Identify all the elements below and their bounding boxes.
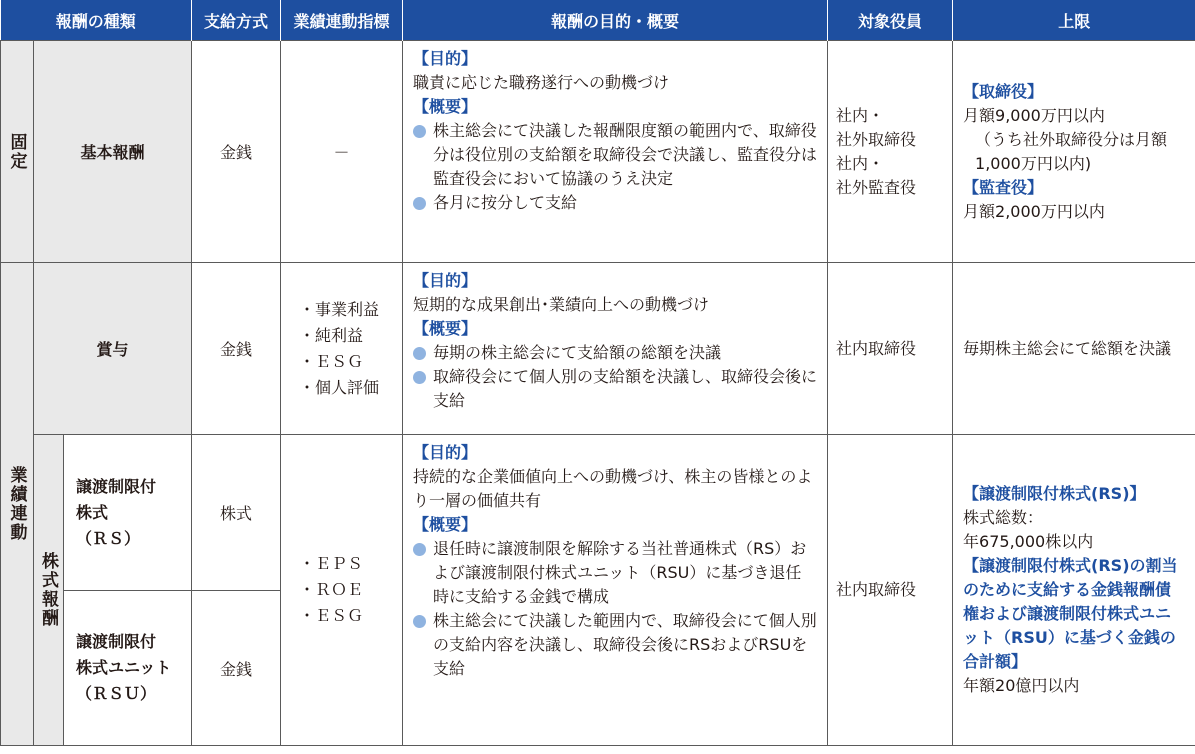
purpose-label: 【目的】 [413,49,478,68]
base-description [403,41,828,263]
base-limit [953,41,1195,263]
header-row [1,0,1195,41]
row-bonus [1,263,1195,435]
base-overview-item: 株主総会にて決議した報酬限度額の範囲内で、取締役分は役位別の支給額を取締役会で決議し、監査役分は監査役会において協議のうえ決定 [413,119,817,191]
rs-name-line: （ＲＳ） [76,528,141,548]
bonus-method: 金銭 [192,263,281,435]
target-line: 社外監査役 [836,177,917,197]
overview-label: 【概要】 [413,97,478,116]
limit-director-label: 【取締役】 [963,81,1044,101]
rsu-name-line: 譲渡制限付 [76,632,157,651]
rsu-name-line: （ＲＳＵ） [76,684,157,703]
indicator-item: ・ ＥＰＳ [299,551,402,577]
indicator-item: ・ ＲＯＥ [299,577,402,603]
overview-label: 【概要】 [413,515,478,534]
target-line: 社内・ [836,105,885,125]
rs-name-line: 株式 [76,502,109,522]
base-method: 金銭 [192,41,281,263]
bonus-overview-item: 毎期の株主総会にて支給額の総額を決議 [413,341,817,365]
limit-auditor-value: 月額2,000万円以内 [963,201,1105,221]
limit-rs-value-label: 株式総数： [963,508,1044,527]
indicator-item: ・ 純利益 [299,323,402,349]
stock-purpose: 持続的な企業価値向上への動機づけ、株主の皆様とのより一層の価値共有 [413,467,813,510]
group-fixed: 固定 [1,41,34,263]
bonus-purpose: 短期的な成果創出･業績向上への動機づけ [413,295,710,314]
row-base [1,41,1195,263]
limit-rs-value: 年675,000株以内 [963,532,1094,551]
stock-indicators [281,435,403,746]
rs-name-line: 譲渡制限付 [76,476,157,496]
bonus-overview-item: 取締役会にて個人別の支給額を決議し、取締役会後に支給 [413,365,817,413]
limit-director-value: 月額9,000万円以内 [963,105,1105,125]
limit-combined-value: 年額20億円以内 [963,676,1080,695]
bonus-target: 社内取締役 [828,263,953,435]
limit-rs-label: 【譲渡制限付株式(RS)】 [963,484,1146,503]
row-rs [1,435,1195,591]
stock-limit [953,435,1195,746]
group-performance: 業績連動 [1,263,34,746]
indicator-item: ・ 個人評価 [299,375,402,401]
header-type: 報酬の種類 [1,0,192,41]
indicator-item: ・ 事業利益 [299,297,402,323]
base-purpose: 職責に応じた職務遂行への動機づけ [413,73,670,92]
purpose-label: 【目的】 [413,271,478,290]
base-overview-item: 各月に按分して支給 [413,191,817,215]
rs-name [64,435,192,591]
rsu-method: 金銭 [192,591,281,746]
rs-method: 株式 [192,435,281,591]
rsu-name [64,591,192,746]
base-targets [828,41,953,263]
limit-combined-label: 【譲渡制限付株式(RS)の割当のために支給する金銭報酬債権および譲渡制限付株式ユニット（RSU）に基づく金銭の合計額】 [963,556,1178,671]
bonus-name: 賞与 [34,263,192,435]
stock-overview-item: 退任時に譲渡制限を解除する当社普通株式（RS）および譲渡制限付株式ユニット（RSU）に基づき退任時に支給する金銭で構成 [413,537,817,609]
overview-label: 【概要】 [413,319,478,338]
target-line: 社内・ [836,153,885,173]
group-stock: 株式報酬 [34,435,64,746]
base-indicator: － [281,41,403,263]
stock-target: 社内取締役 [828,435,953,746]
header-target: 対象役員 [828,0,953,41]
limit-auditor-label: 【監査役】 [963,177,1044,197]
target-line: 社外取締役 [836,129,917,149]
stock-description [403,435,828,746]
purpose-label: 【目的】 [413,443,478,462]
bonus-limit: 毎期株主総会にて総額を決議 [953,263,1195,435]
stock-overview-item: 株主総会にて決議した範囲内で、取締役会にて個人別の支給内容を決議し、取締役会後にRSおよびRSUを支給 [413,609,817,681]
limit-director-note: （うち社外取締役分は月額1,000万円以内) [975,129,1168,173]
bonus-description [403,263,828,435]
header-indicator: 業績連動指標 [281,0,403,41]
rsu-name-line: 株式ユニット [76,658,172,677]
indicator-item: ・ ＥＳＧ [299,349,402,375]
base-name: 基本報酬 [34,41,192,263]
bonus-indicators [281,263,403,435]
header-limit: 上限 [953,0,1195,41]
header-purpose: 報酬の目的・概要 [403,0,828,41]
header-method: 支給方式 [192,0,281,41]
indicator-item: ・ ＥＳＧ [299,603,402,629]
